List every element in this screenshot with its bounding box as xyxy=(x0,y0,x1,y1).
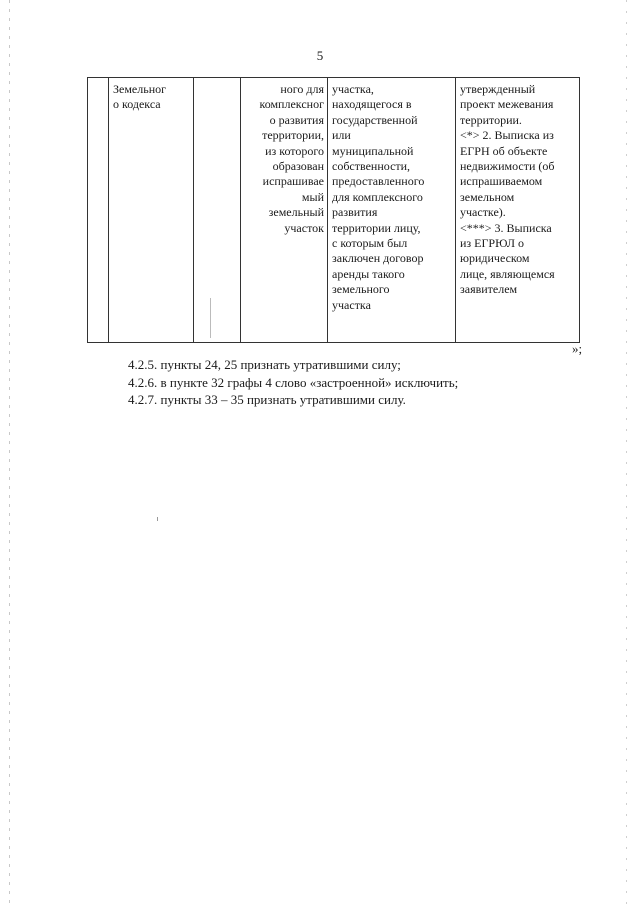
amendment-item: 4.2.5. пункты 24, 25 признать утратившими силу; xyxy=(128,357,401,372)
table-cell-land-plot-description xyxy=(241,78,328,343)
cell-text: участка, находящегося в государственной или муниципальной собственности, предоставленного для комплексного развития территории лицу, с которым был заключен договор аренды такого земельного участка xyxy=(332,82,425,312)
amendments-list xyxy=(128,356,458,409)
page-number: 5 xyxy=(316,48,324,63)
cell-text: ного для комплексног о развития территории, из которого образован испрашивае мый земельный участок xyxy=(259,82,324,235)
amendment-item: 4.2.7. пункты 33 – 35 признать утратившими силу. xyxy=(128,392,406,407)
amendment-item: 4.2.6. в пункте 32 графы 4 слово «застроенной» исключить; xyxy=(128,374,459,390)
table-cell-number xyxy=(88,78,109,343)
table-cell-empty xyxy=(194,78,241,343)
cell-text: утвержденный проект межевания территории. <*> 2. Выписка из ЕГРН об объекте недвижимости (об испрашиваемом земельном участке). <***> 3. Выписка из ЕГРЮЛ о юридическом лице, являющемся заявителем xyxy=(460,82,555,297)
table-cell-required-documents xyxy=(456,78,580,343)
table-cell-law-reference xyxy=(109,78,194,343)
continuation-table xyxy=(87,77,580,343)
table-row xyxy=(88,78,580,343)
scan-speck xyxy=(157,517,158,521)
scan-edge-right xyxy=(626,0,627,905)
table-cell-plot-condition xyxy=(328,78,456,343)
scan-edge-left xyxy=(9,0,10,905)
cell-text: Земельног о кодекса xyxy=(113,82,167,112)
closing-quote: »; xyxy=(572,341,583,356)
